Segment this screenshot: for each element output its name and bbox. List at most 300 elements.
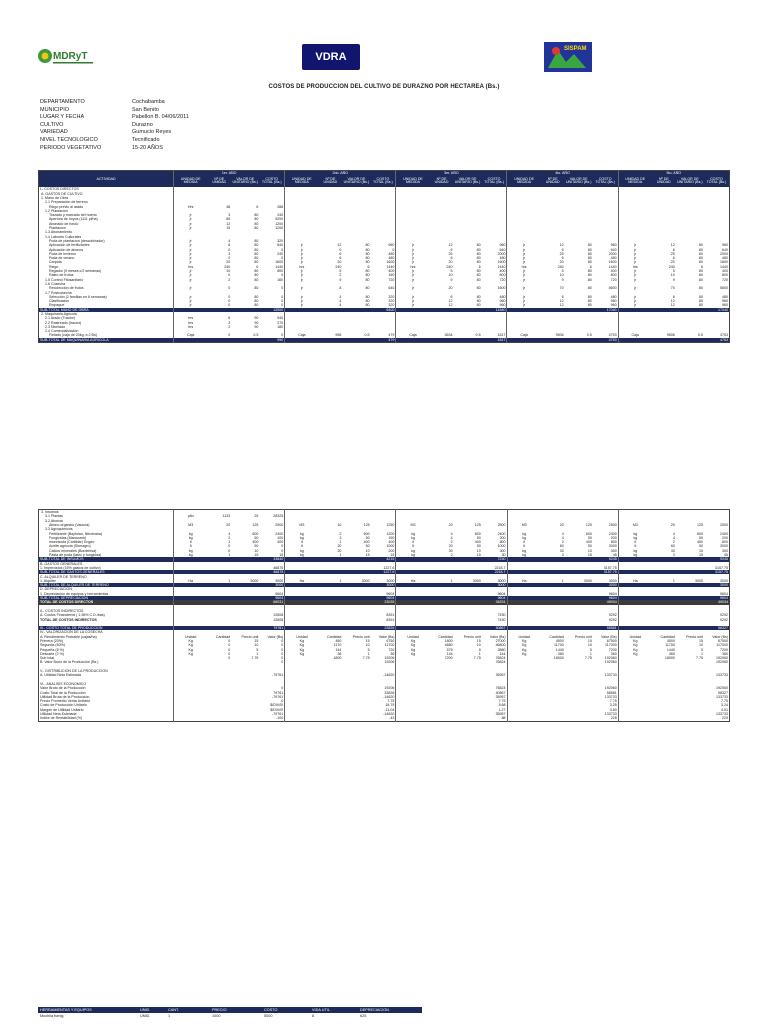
row-label: 2. Maquinaria Agrícola [41,312,77,316]
cell: 1 [561,578,564,583]
analysis-value: -14620 [383,712,395,717]
analysis-value: 192060 [716,686,728,691]
cell: 50 [254,544,259,549]
cell [453,338,481,343]
cell: lt [396,540,430,544]
row-label: Pequeña (8 %) [40,647,64,652]
row-label: Sub total [40,656,55,661]
cell: 80 [698,269,703,274]
cell [319,716,343,721]
cell: kg [174,531,208,535]
vdra-logo: VDRA [302,44,360,70]
cell: 600 [363,531,370,536]
cell: kg [285,553,319,557]
summary-value: 46875 [259,570,284,574]
cell: jr [174,217,208,221]
cell: 90 [254,320,259,325]
cell: 20 [670,260,675,265]
cell: 1 [450,578,453,583]
cell: 800 [610,273,617,278]
cell: 80 [254,226,259,231]
cell: Cantidad [327,634,342,639]
cell: Kg [174,652,208,656]
cell: hrs [396,265,430,269]
row-label: 1.6 Cosecha [45,281,66,286]
cell: Precio unit [686,634,704,639]
cell: kg [285,531,319,535]
cell: lt [174,540,208,544]
analysis-value: -100 [276,716,284,721]
row-label: 1.3 Abonamiento [45,230,72,235]
cell: 5 [672,269,675,274]
cell: 80 [587,269,592,274]
cell: 3 [672,553,675,558]
analysis-value: 5.68 [498,703,506,708]
footer-cell: Mochila fumig. [40,1014,65,1018]
cell: 6 [672,294,675,299]
summary-value: 9604 [275,591,284,596]
subtotal-value: 4753 [704,338,730,343]
cell: jr [507,295,541,299]
analysis-value: 40867 [495,690,506,695]
analysis-value: 133733 [604,694,617,699]
cell: 2 [228,535,231,540]
summary-value: 1227.6 [371,570,396,574]
cell: 1817 [497,333,506,338]
cell: 1440 [720,264,728,269]
cell: 144 [335,647,342,652]
cell: 100 [277,535,284,540]
cell: M3 [174,523,208,527]
cell: jr [174,256,208,260]
cell: kg [174,553,208,557]
cell: Kg [285,648,319,652]
cell: jr [285,278,319,282]
cell: 6 [672,247,675,252]
cell: 1 [339,553,342,558]
summary-value: 7230 [482,557,507,561]
cell: 2 [339,531,342,536]
cell: 80 [254,269,259,274]
summary-value: 49034 [593,600,618,604]
cell: 2 [228,324,231,329]
analysis-value: 228 [610,716,617,721]
cell: 8 [339,286,342,291]
cell: 400 [499,269,506,274]
cell: 80 [365,286,370,291]
cell: 12 [670,299,675,304]
cell: 80 [254,299,259,304]
cell: 80 [698,247,703,252]
subtotal-value: 11840 [482,308,507,312]
cell: 3000 [361,578,370,583]
cell: Kg [507,643,541,647]
cell: 45 [724,553,728,558]
info-row [40,122,189,130]
row-label: Riego [49,264,59,269]
cell: 400 [252,540,259,545]
cell: Kg [285,652,319,656]
cell: jr [618,260,652,264]
row-label: Indice de Rentabilidad (%) [40,716,83,721]
cell: Unidad [285,635,319,639]
cell: kg [396,549,430,553]
cell: 80 [254,277,259,282]
cell: jr [507,252,541,256]
cell [285,716,319,721]
cell: 10 [365,548,370,553]
column-header: VALOR DE UNITARIO (Bs.) [342,175,370,187]
summary-value: 66031 [259,600,284,604]
cell: 80 [587,260,592,265]
row-label: Descarte (2 %) [40,651,64,656]
cell: Ha [396,579,430,583]
cell: 800 [722,273,728,278]
cell: 80 [698,286,703,291]
cell: jr [618,295,652,299]
cell: jr [285,269,319,273]
row-label: 1. Alquiler [40,578,56,583]
cell: Kg [618,648,652,652]
cell: 0.5 [253,333,259,338]
analysis-value: 58327 [718,690,728,695]
cell: 0 [228,303,231,308]
row-label: Apertura de hoyos (1111 pl/ha) [49,217,98,222]
cell: 67500 [606,639,617,643]
summary-value: 40867 [482,626,507,630]
cell: 960 [722,243,728,248]
cell: 6 [672,256,675,261]
cell: 0 [281,656,284,661]
cell: 80 [365,243,370,248]
cell: jr [507,278,541,282]
cell: 7.75 [251,656,259,661]
cell: 1 [256,651,259,656]
cell: 240 [668,264,675,269]
cell: 2500 [608,522,617,527]
row-label: Caldos minerales (Bordelesa) [49,548,97,553]
cell: 80 [476,247,481,252]
cell: 1440 [555,647,564,652]
cell: 50 [254,535,259,540]
analysis-value: 3.24 [721,703,728,708]
cell: Kg [507,639,541,643]
cell: Cantidad [549,634,564,639]
row-label: Regador (9 meses c/2 semanas) [49,269,102,274]
cell: 60 [670,544,675,549]
cell: 80 [476,273,481,278]
subtotal-label: SUB-TOTAL DE MAQUINARIA AGRICOLA [39,338,174,343]
cell: 12 [448,303,453,308]
cell: 15 [587,553,592,558]
cell: lt [396,544,430,548]
cell: jr [618,247,652,251]
cell: 9 [450,277,453,282]
cell: Kg [507,652,541,656]
cell: 6 [589,264,592,269]
cell: 6 [561,294,564,299]
cell: lt [507,544,541,548]
summary-value: 9292 [608,613,617,618]
cell: 10 [254,643,259,648]
cell: 20 [226,260,231,265]
cell: jr [174,299,208,303]
cell: jr [285,252,319,256]
cell: 150 [388,535,395,540]
cell: 80 [365,256,370,261]
summary-value: 12608 [273,617,284,622]
cell: 18000 [553,656,564,661]
cell: kg [618,553,652,557]
cell: 80 [587,243,592,248]
analysis-value: 229 [722,716,728,721]
cell: 270 [277,320,284,325]
cell: jr [396,256,430,260]
info-label: DEPARTAMENTO [40,99,85,105]
cell: 80 [698,294,703,299]
cell: Unidad [507,635,541,639]
cell: Kg [507,648,541,652]
cell [618,716,652,721]
cell: 400 [277,540,284,545]
cell: 15 [587,639,592,643]
cell: 2 [450,540,453,545]
cell: hrs [174,265,208,269]
cell: jr [396,286,430,290]
cell: Caja [174,333,208,337]
cell: lt [507,540,541,544]
cell: Ha [507,579,541,583]
cell: 80 [365,303,370,308]
cell: 7200 [720,647,728,652]
cell: 0 [228,294,231,299]
cell: 400 [388,540,395,545]
cell: jr [396,269,430,273]
cell: 576 [446,647,453,652]
cell: 6 [450,247,453,252]
summary-value: 3000 [386,578,395,583]
costs-table-part-1 [38,170,730,343]
footer-cell: 5000 [264,1014,273,1018]
cell: 80 [365,273,370,278]
summary-value: 3000 [259,583,284,587]
analysis-value: $/DIV/0! [270,703,284,708]
summary-value: 9604 [704,596,729,600]
cell: 80 [698,277,703,282]
cell: 30 [559,548,564,553]
row-label: 3.2 Abonos [45,518,63,523]
cell: 12 [448,299,453,304]
column-header: VALOR DE UNITARIO (Bs.) [231,175,259,187]
cell: 90 [254,324,259,329]
cell: 45 [612,553,617,558]
row-label: Costo de Producción Unitario [40,703,87,708]
row-label: 1.2 Plantación [45,208,68,213]
cell: 480 [722,294,728,299]
cell [342,338,370,343]
row-label: SUB-TOTAL DE INSUMOS [39,557,174,561]
cell: 15 [279,553,284,558]
cell: 6 [256,264,259,269]
cell: 20 [337,544,342,549]
row-label: SUB-TOTAL DE ALQUILER DE TERRENO [39,583,174,587]
column-header: COSTO TOTAL (Bs.) [593,175,618,187]
cell: Kg [618,652,652,656]
cell: hrs [618,265,652,269]
cell: 125 [585,522,592,527]
cell: 0.5 [586,333,592,338]
cell: 240 [446,264,453,269]
cell: 180 [277,324,284,329]
cell: jr [174,226,208,230]
row-label: Utilidad Neta Estimada [40,712,77,717]
cell: Ha [174,579,208,583]
cell: 3 [228,213,231,218]
cell: 300 [610,548,617,553]
cell: jr [396,243,430,247]
summary-value: 3000 [371,583,396,587]
row-label: A. GASTOS DE CULTIVO [41,191,83,196]
cell: 1000 [497,544,506,549]
cell: 7.75 [362,656,370,661]
cell: Unidad [174,635,208,639]
cell: 1440 [275,264,284,269]
subtotal-value: 479 [370,338,395,343]
column-header: UNIDAD DE MEDIDA [285,175,319,187]
cell: jr [396,252,430,256]
row-label: 3.3 Agroquimicos [45,527,73,532]
row-label: 1.4 Labores Culturales [45,234,82,239]
cell: 80 [698,251,703,256]
cell: 5 [589,647,592,652]
cell: 0 [281,544,284,549]
cell: 360 [722,651,728,656]
cell: jr [618,273,652,277]
info-label: PERIODO VEGETATIVO [40,144,102,151]
row-label: Plantacion [49,226,66,231]
summary-value: 9604 [593,596,618,600]
cell: jr [618,269,652,273]
sispam-logo-text: SISPAM [564,46,587,52]
cell: 6 [700,264,703,269]
row-label: Poda de plantacion (descolchador) [49,238,105,243]
cell: 640 [610,247,617,252]
cell: 1440 [497,264,506,269]
cell: 6 [561,247,564,252]
cell: 6 [339,256,342,261]
cell: 400 [722,269,728,274]
cell: 12 [448,243,453,248]
row-label: 1.5 Control Fitosanitario [45,277,84,282]
cell: 480 [388,256,395,261]
row-label: Raleo de frutos [49,273,74,278]
cell: jr [396,303,430,307]
row-label: Aplicación de abonos [49,247,84,252]
analysis-value: -14620 [383,673,395,678]
cell: 360 [610,651,617,656]
cell: 240 [277,251,284,256]
cell: hrs [507,265,541,269]
cell: jr [507,303,541,307]
cell: Caja [396,333,430,337]
cell: Unidad [396,635,430,639]
analysis-value: 76824 [495,660,506,665]
cell: 1133 [222,514,231,519]
summary-value: 58581 [593,626,618,630]
info-row [40,137,189,145]
analysis-value: 7.75 [721,699,728,704]
cell: 15 [365,553,370,558]
column-header: VALOR DE UNITARIO (Bs.) [565,175,593,187]
cell: 15 [699,639,704,643]
analysis-value: 88 [501,716,506,721]
cell: 3 [561,553,564,558]
cell: 400 [697,540,704,545]
summary-value: 9604 [608,591,617,596]
subtotal-label: SUB-TOTAL MANO DE OBRA [39,308,174,312]
cell: 25 [448,251,453,256]
cell: 1200 [386,531,395,536]
cell: 4 [450,531,453,536]
cell: kg [618,549,652,553]
cell [342,716,370,721]
cell: lt [285,544,319,548]
analysis-value: -11.04 [384,707,395,712]
summary-value: 3157.75 [715,565,728,570]
info-value: Tecnificado [132,136,160,143]
cell: 3000 [720,544,728,549]
summary-value: 3000 [704,583,729,587]
cell: 7.75 [584,656,592,661]
cell: Valor (Bs) [601,634,617,639]
cell: 48 [226,204,231,209]
cell: 4 [450,535,453,540]
subtotal-value: 17040 [704,308,730,312]
cell: 0 [281,333,284,338]
cell: 10 [559,273,564,278]
cell: 0 [281,548,284,553]
row-label: Valor Bruto de la Producción [40,686,86,691]
cell: 15 [476,553,481,558]
cell [652,716,676,721]
cell: 1 [228,578,231,583]
cell: 480 [610,294,617,299]
cell: 720 [610,277,617,282]
cell: Kg [396,639,430,643]
summary-value: 49034 [704,600,729,604]
summary-value: 3000 [608,578,617,583]
cell: 80 [587,251,592,256]
row-label: Abonado de fondo [49,221,79,226]
cell: 36 [337,651,342,656]
column-header: UNIDAD DE MEDIDA [507,175,541,187]
column-header: UNIDAD DE MEDIDA [174,175,208,187]
cell: 18000 [664,656,675,661]
column-header: UNIDAD DE MEDIDA [396,175,430,187]
cell: jr [396,295,430,299]
cell: 50 [365,535,370,540]
cell: Cantidad [660,634,675,639]
cell: 958 [335,333,342,338]
cell: 1 [701,651,704,656]
cell: 480 [499,256,506,261]
cell: 1800 [444,639,453,643]
cell: 6 [561,256,564,261]
cell: jr [174,252,208,256]
cell [507,338,541,343]
sispam-logo [544,42,592,72]
cell: 2500 [720,522,728,527]
